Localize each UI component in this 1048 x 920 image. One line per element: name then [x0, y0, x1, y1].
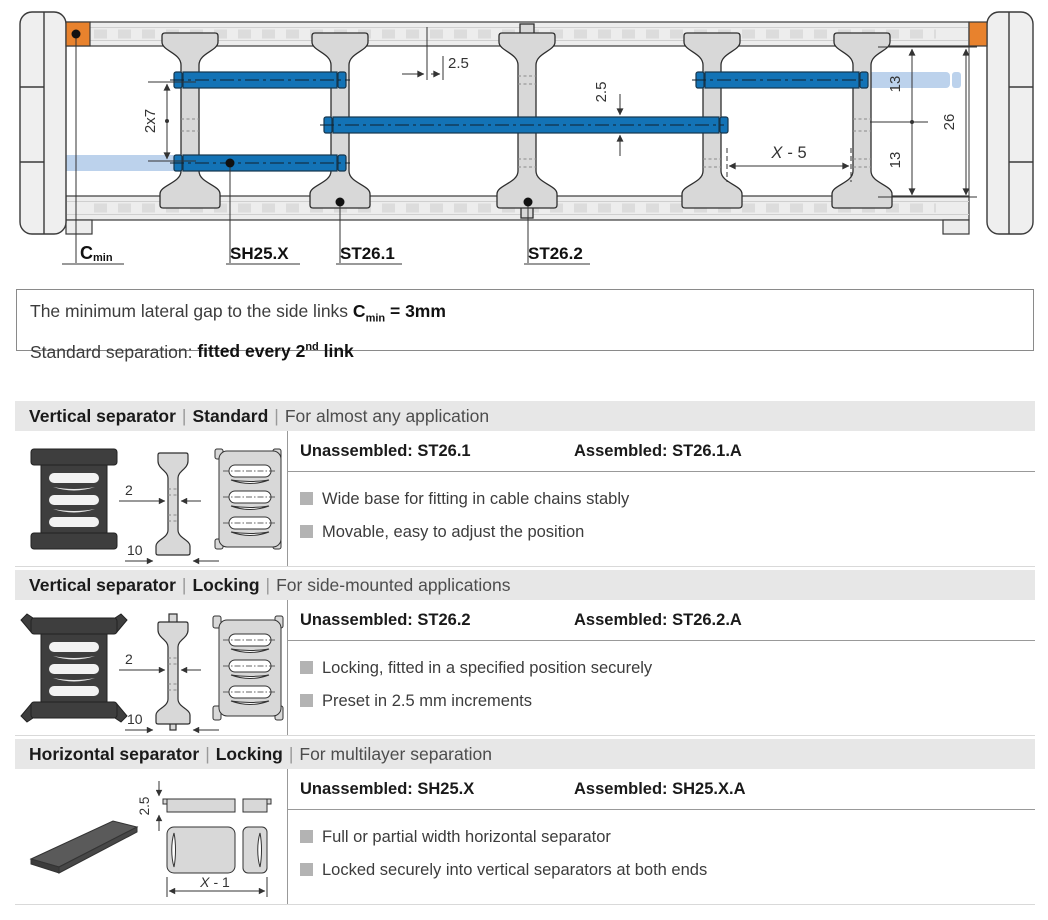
- section-header: Vertical separator | Locking | For side-mounted applications: [15, 570, 1035, 600]
- square-bullet-icon: [300, 863, 313, 876]
- st26-2-drawings: [15, 600, 287, 735]
- st26-1-photo: [31, 449, 117, 549]
- dim-x-minus-5-label: X - 5: [771, 144, 807, 162]
- product-sections: [15, 401, 1035, 908]
- feature-item: Locking, fitted in a specified position securely: [300, 657, 1035, 679]
- section-details: [287, 431, 1035, 566]
- label-st26-2: ST26.2: [528, 244, 583, 263]
- section-header: Horizontal separator | Locking | For multilayer separation: [15, 739, 1035, 769]
- section-row: [15, 769, 1035, 905]
- section-header: Vertical separator | Standard | For almost any application: [15, 401, 1035, 431]
- feature-list: [288, 810, 1035, 881]
- feature-item: Movable, easy to adjust the position: [300, 521, 1035, 543]
- unassembled-code: Unassembled: ST26.1: [300, 442, 471, 460]
- product-codes: [288, 431, 1035, 472]
- dim-base-label: 10: [127, 711, 143, 727]
- sh25-x-photo: [31, 821, 137, 873]
- label-sh25x: SH25.X: [230, 244, 289, 263]
- st26-2-front-drawing: [213, 616, 283, 720]
- label-st26-1: ST26.1: [340, 244, 395, 263]
- section-details: [287, 769, 1035, 904]
- dim-2x7-label: 2x7: [142, 108, 159, 134]
- unassembled-code: Unassembled: ST26.2: [300, 611, 471, 629]
- dim-heights: [870, 47, 977, 197]
- square-bullet-icon: [300, 661, 313, 674]
- section-row: [15, 431, 1035, 567]
- square-bullet-icon: [300, 492, 313, 505]
- info-line-2: Standard separation: fitted every 2nd link: [30, 341, 354, 362]
- square-bullet-icon: [300, 830, 313, 843]
- section-sh25-x: [15, 739, 1035, 905]
- feature-item: Locked securely into vertical separators at both ends: [300, 859, 1035, 881]
- feature-item: Full or partial width horizontal separator: [300, 826, 1035, 848]
- feature-list: [288, 472, 1035, 543]
- dim-13-top-label: 13: [887, 75, 904, 93]
- square-bullet-icon: [300, 694, 313, 707]
- info-box: [16, 289, 1034, 362]
- dim-base-label: 10: [127, 542, 143, 558]
- dim-26-label: 26: [941, 113, 958, 131]
- assembled-code: Assembled: ST26.2.A: [574, 611, 742, 629]
- st26-1-profile-drawing: [119, 453, 219, 561]
- right-side-link: [987, 12, 1033, 234]
- section-row: [15, 600, 1035, 736]
- st26-1-drawings: [15, 431, 287, 566]
- left-side-link: [20, 12, 66, 234]
- sh25-x-top-view: [167, 827, 267, 897]
- sh25-x-drawings: [15, 769, 287, 904]
- dim-web-label: 2: [125, 482, 133, 498]
- dim-13-bottom-label: 13: [887, 151, 904, 169]
- assembled-code: Assembled: ST26.1.A: [574, 442, 742, 460]
- feature-item: Wide base for fitting in cable chains stably: [300, 488, 1035, 510]
- st26-2-photo: [21, 614, 127, 722]
- section-st26-2: [15, 570, 1035, 736]
- callout-leaders: [62, 34, 590, 264]
- right-glide-pad: [969, 22, 987, 46]
- dim-web-label: 2: [125, 651, 133, 667]
- label-cmin: Cmin: [80, 243, 113, 264]
- feature-item: Preset in 2.5 mm increments: [300, 690, 1035, 712]
- feature-list: [288, 641, 1035, 712]
- info-line-1: The minimum lateral gap to the side links $C_{min} = 3mm$: [30, 301, 446, 325]
- st26-2-profile-drawing: [119, 614, 219, 730]
- dim-pitch-label: 2.5: [448, 55, 469, 72]
- st26-1-front-drawing: [215, 449, 281, 549]
- dim-thickness-label: 2.5: [593, 81, 610, 103]
- section-details: [287, 600, 1035, 735]
- product-codes: [288, 600, 1035, 641]
- chain-cross-section-diagram: [0, 0, 1048, 272]
- assembled-code: Assembled: SH25.X.A: [574, 780, 746, 798]
- square-bullet-icon: [300, 525, 313, 538]
- product-codes: [288, 769, 1035, 810]
- dim-length-label: X - 1: [200, 874, 230, 890]
- sh25-x-side-view: [137, 781, 271, 831]
- dim-thickness-label: 2.5: [137, 796, 152, 816]
- unassembled-code: Unassembled: SH25.X: [300, 780, 475, 798]
- section-st26-1: [15, 401, 1035, 567]
